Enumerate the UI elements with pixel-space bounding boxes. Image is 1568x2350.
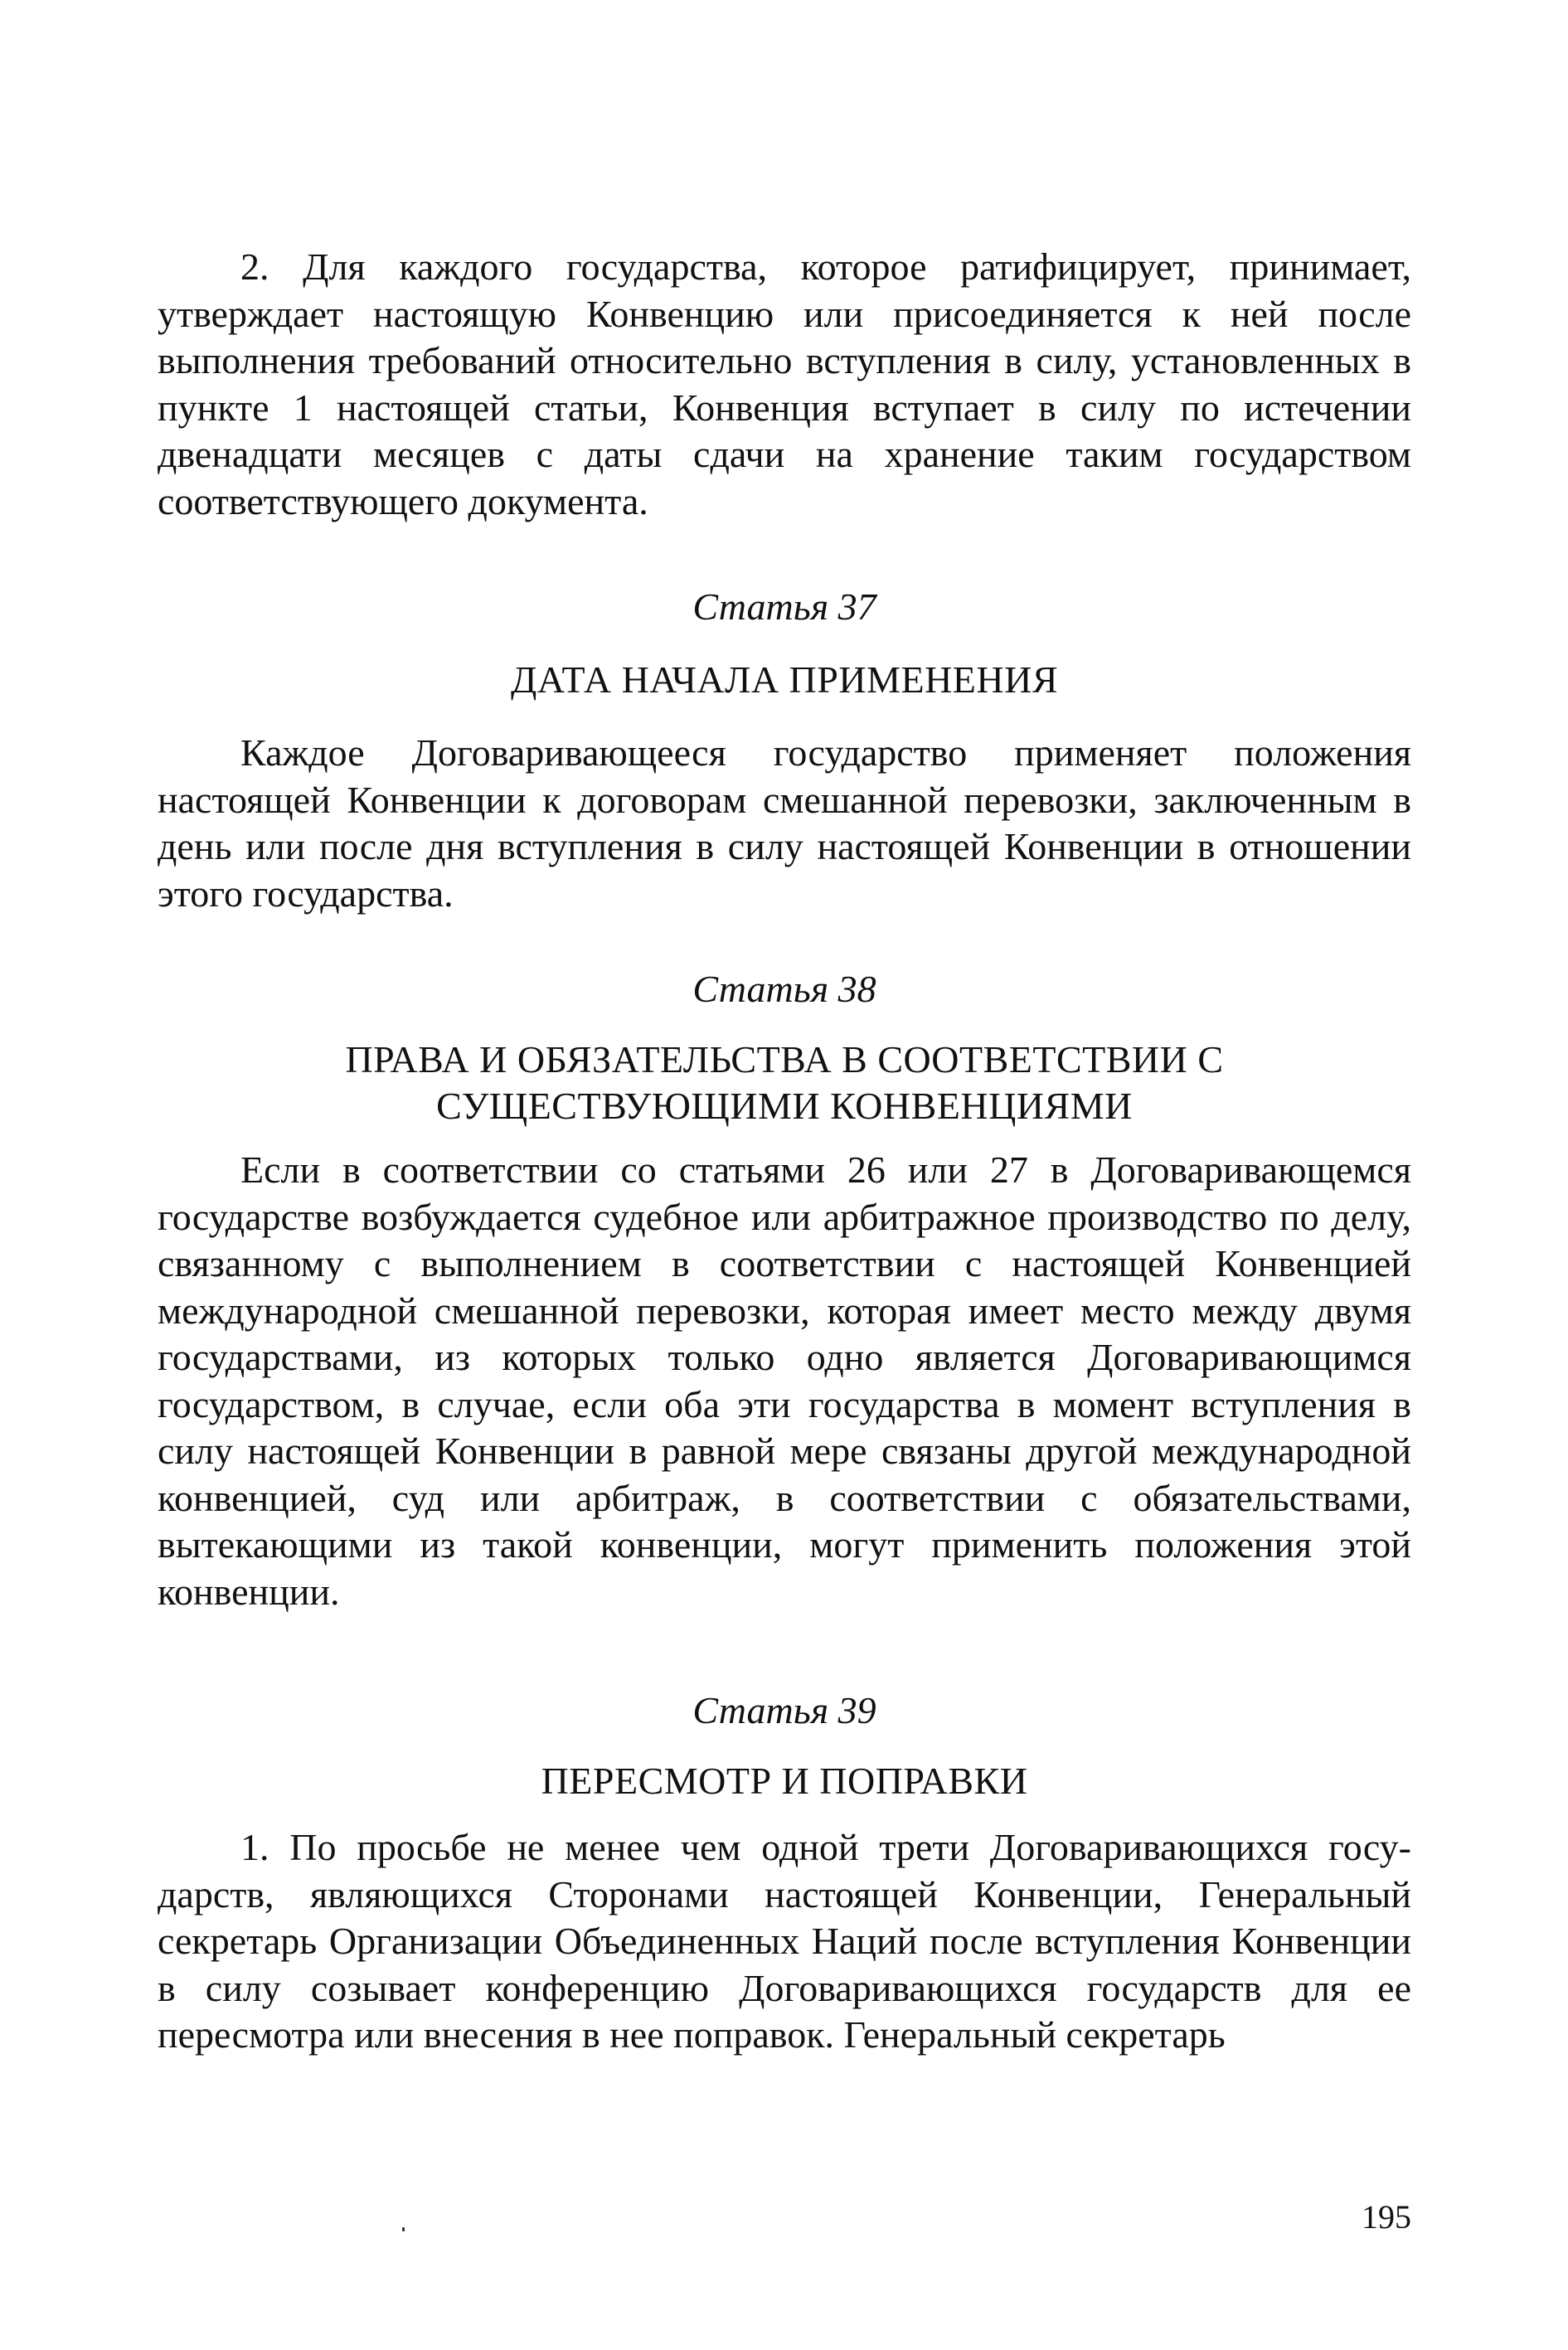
scan-speck	[402, 2227, 405, 2231]
page-number: 195	[1362, 2198, 1411, 2236]
article-39-item-1: 1. По просьбе не менее чем одной трети Договаривающихся государств, являющихся Сторонами настоящей Конвенции, Генеральный секретарь Организации Объединенных Наций после вступления Конвенции в силу созывает конференцию Договаривающихся государств для ее пересмотра или внесения в нее поправок. Генеральный секретарь	[158, 1826, 1411, 2056]
article-39-label: Статья 39	[692, 1689, 876, 1731]
document-page	[158, 0, 1411, 2350]
article-37-title: ДАТА НАЧАЛА ПРИМЕНЕНИЯ	[510, 658, 1059, 701]
paragraph-article-36-item-2: 2. Для каждого государства, которое ратифицирует, принимает, утверждает настоящую Конвенцию или присоединяется к ней после выполнения требований относительно вступления в силу, установленных в пункте 1 настоящей статьи, Конвенция вступает в силу по истечении двенадцати месяцев с даты сдачи на хранение таким государством соответствующего документа.	[158, 245, 1411, 522]
article-38-title-line-2: СУЩЕСТВУЮЩИМИ КОНВЕНЦИЯМИ	[436, 1085, 1133, 1127]
article-38-label: Статья 38	[692, 968, 876, 1010]
article-38-text: Если в соответствии со статьями 26 или 27 в Договаривающемся государстве возбуждается судебное или арбитражное производство по делу, связанному с выполнением в соответствии с настоящей Конвенцией международной смешанной перевозки, которая имеет место между двумя государствами, из которых только одно является Договаривающимся государством, в случае, если оба эти государства в момент вступления в силу настоящей Конвенции в равной мере связаны другой международной конвенцией, суд или арбитраж, в соответствии с обязательствами, вытекающими из такой конвенции, могут применить положения этой конвенции.	[158, 1148, 1411, 1613]
article-37-text: Каждое Договаривающееся государство применяет положения настоящей Конвенции к договорам смешанной перевозки, заключенным в день или после дня вступления в силу настоящей Конвенции в отношении этого государства.	[158, 731, 1411, 915]
article-37-label: Статья 37	[692, 585, 876, 628]
article-38-title-line-1: ПРАВА И ОБЯЗАТЕЛЬСТВА В СООТВЕТСТВИИ С	[345, 1038, 1224, 1080]
article-39-title: ПЕРЕСМОТР И ПОПРАВКИ	[541, 1760, 1028, 1802]
